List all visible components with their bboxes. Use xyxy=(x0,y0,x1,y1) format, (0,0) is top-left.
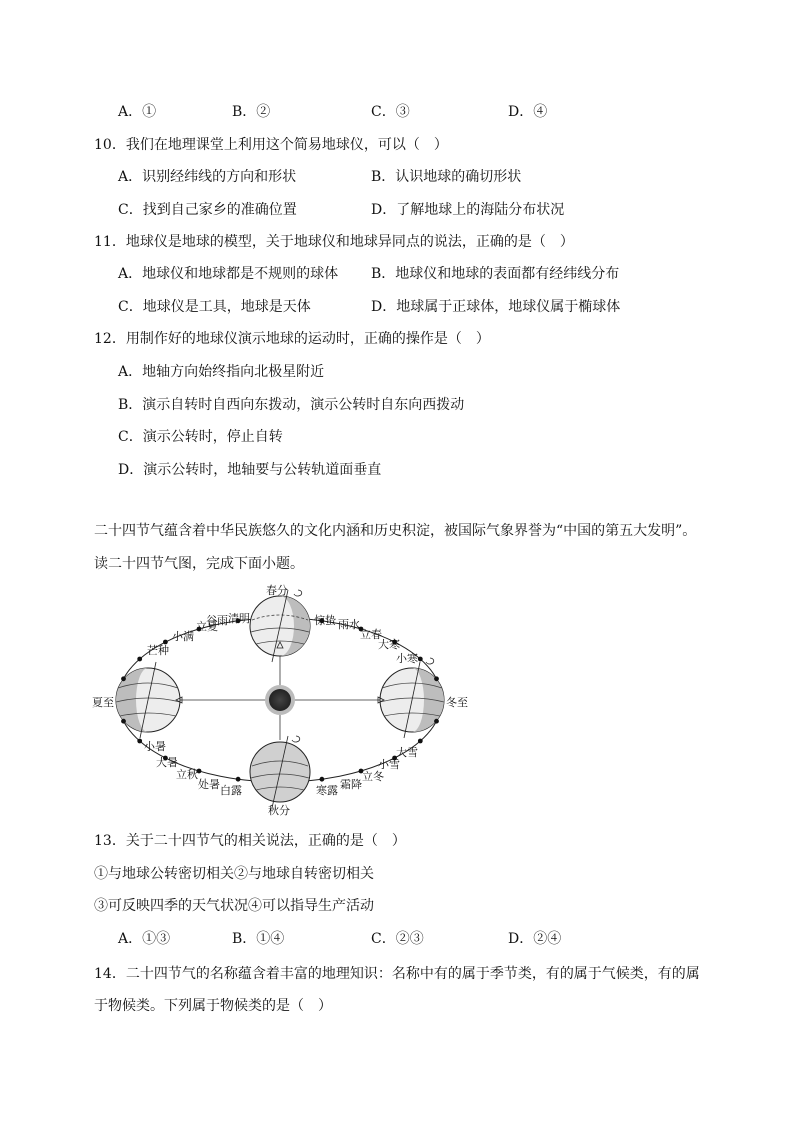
earth-winter-solstice-icon xyxy=(380,658,444,738)
q13-statements-2: ③可反映四季的天气状况④可以指导生产活动 xyxy=(94,898,374,914)
label-term-guyu: 谷雨 xyxy=(206,614,228,627)
q13-stem: 13．关于二十四节气的相关说法，正确的是（ ） xyxy=(94,833,406,849)
q12-option-b[interactable]: B．演示自转时自西向东拨动，演示公转时自东向西拨动 xyxy=(118,397,465,413)
label-term-liqiu: 立秋 xyxy=(176,768,198,781)
orbit-dot xyxy=(137,739,142,744)
earth-summer-solstice-icon xyxy=(116,662,180,738)
label-term-hanlu: 寒露 xyxy=(316,784,338,797)
label-term-lidong: 立冬 xyxy=(362,770,384,783)
orbit-dot xyxy=(236,777,241,782)
label-term-qingming: 清明 xyxy=(228,612,250,625)
solar-terms-diagram xyxy=(90,582,480,818)
label-term-shuangjiang: 霜降 xyxy=(340,778,362,791)
q14-line-2: 于物候类。下列属于物候类的是（ ） xyxy=(94,998,332,1014)
q9-option-a[interactable]: A．① xyxy=(118,104,157,120)
label-spring-equinox: 春分 xyxy=(266,584,288,597)
q13-option-b[interactable]: B．①④ xyxy=(232,931,285,947)
q10-option-c[interactable]: C．找到自己家乡的准确位置 xyxy=(118,202,297,218)
q9-option-b[interactable]: B．② xyxy=(232,104,271,120)
q10-option-a[interactable]: A．识别经纬线的方向和形状 xyxy=(118,169,297,185)
orbit-dot xyxy=(418,739,423,744)
label-term-chushu: 处暑 xyxy=(198,778,220,791)
earth-spring-equinox-icon xyxy=(250,590,310,662)
orbit-dot xyxy=(121,676,126,681)
q13-option-d[interactable]: D．②④ xyxy=(508,931,562,947)
q11-option-c[interactable]: C．地球仪是工具，地球是天体 xyxy=(118,299,311,315)
label-term-mangzhong: 芒种 xyxy=(147,644,169,657)
intro-line-1: 二十四节气蕴含着中华民族悠久的文化内涵和历史积淀，被国际气象界誉为“中国的第五大发明”。 xyxy=(94,523,697,539)
q11-option-a[interactable]: A．地球仪和地球都是不规则的球体 xyxy=(118,266,339,282)
q9-option-c[interactable]: C．③ xyxy=(371,104,410,120)
q12-option-a[interactable]: A．地轴方向始终指向北极星附近 xyxy=(118,364,325,380)
orbit-dot xyxy=(137,657,142,662)
intro-line-2: 读二十四节气图，完成下面小题。 xyxy=(94,556,304,572)
label-term-daxue: 大雪 xyxy=(396,746,418,759)
q10-stem: 10．我们在地理课堂上利用这个简易地球仪，可以（ ） xyxy=(94,137,448,153)
q11-option-b[interactable]: B．地球仪和地球的表面都有经纬线分布 xyxy=(371,266,620,282)
label-term-yushui: 雨水 xyxy=(338,618,360,631)
orbit-dot xyxy=(320,777,325,782)
label-autumn-equinox: 秋分 xyxy=(268,804,290,817)
label-term-xiaoxue: 小雪 xyxy=(378,758,400,771)
label-term-lixia: 立夏 xyxy=(196,620,218,633)
q12-option-d[interactable]: D．演示公转时，地轴要与公转轨道面垂直 xyxy=(118,462,382,478)
q11-option-d[interactable]: D．地球属于正球体，地球仪属于椭球体 xyxy=(371,299,621,315)
label-term-dashu: 大暑 xyxy=(156,756,178,769)
label-term-xiaoshu: 小暑 xyxy=(144,740,166,753)
orbit-dot xyxy=(434,676,439,681)
q13-statements-1: ①与地球公转密切相关②与地球自转密切相关 xyxy=(94,866,374,882)
q11-stem: 11．地球仪是地球的模型，关于地球仪和地球异同点的说法，正确的是（ ） xyxy=(94,234,574,250)
label-summer-solstice: 夏至 xyxy=(92,696,114,709)
q14-line-1: 14．二十四节气的名称蕴含着丰富的地理知识：名称中有的属于季节类，有的属于气候类，有的属 xyxy=(94,966,700,982)
earth-autumn-equinox-icon xyxy=(250,736,310,808)
q10-option-d[interactable]: D．了解地球上的海陆分布状况 xyxy=(371,202,565,218)
label-term-xiaohan: 小寒 xyxy=(396,652,418,665)
label-term-bailu: 白露 xyxy=(220,784,242,797)
q12-stem: 12．用制作好的地球仪演示地球的运动时，正确的操作是（ ） xyxy=(94,331,490,347)
q13-option-a[interactable]: A．①③ xyxy=(118,931,171,947)
label-winter-solstice: 冬至 xyxy=(446,696,468,709)
label-term-lichun: 立春 xyxy=(360,628,382,641)
q9-option-d[interactable]: D．④ xyxy=(508,104,548,120)
q10-option-b[interactable]: B．认识地球的确切形状 xyxy=(371,169,522,185)
orbit-dot xyxy=(434,719,439,724)
orbit-dot xyxy=(418,657,423,662)
label-term-jingzhe: 惊蛰 xyxy=(314,614,336,627)
orbit-dot xyxy=(121,719,126,724)
q12-option-c[interactable]: C．演示公转时，停止自转 xyxy=(118,429,283,445)
label-term-dahan: 大寒 xyxy=(378,638,400,651)
sun-icon xyxy=(265,685,295,715)
q13-option-c[interactable]: C．②③ xyxy=(371,931,424,947)
label-term-xiaoman: 小满 xyxy=(172,630,194,643)
